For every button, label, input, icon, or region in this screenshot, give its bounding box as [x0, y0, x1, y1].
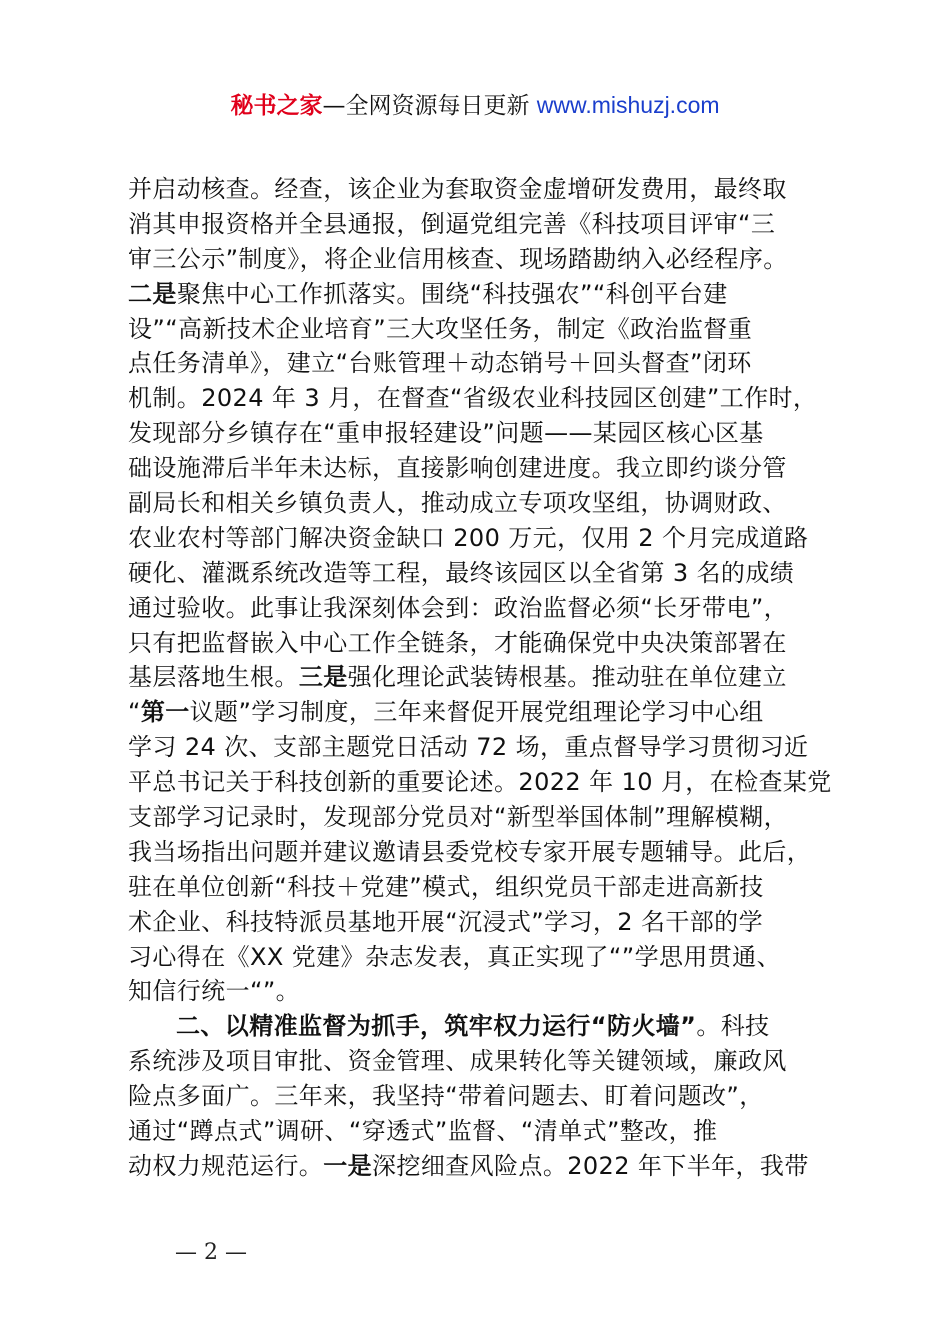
text-run: 通过“蹲点式”调研、“穿透式”监督、“清单式”整改，推 [128, 1117, 718, 1146]
document-body [128, 172, 834, 1184]
text-run: 系统涉及项目审批、资金管理、成果转化等关键领域，廉政风 [128, 1047, 787, 1076]
text-line [128, 416, 834, 451]
text-run: 聚焦中心工作抓落实。围绕“科技强农”“科创平台建 [176, 279, 728, 308]
brand-name: 秘书之家 [230, 93, 323, 119]
text-line [128, 451, 834, 486]
text-run: 消其申报资格并全县通报，倒逼党组完善《科技项目评审“三 [128, 209, 776, 238]
text-run: “ [128, 698, 141, 727]
text-run: 术企业、科技特派员基地开展“沉浸式”学习，2 名干部的学 [128, 907, 763, 936]
header-url[interactable]: www.mishuzj.com [536, 92, 720, 118]
text-line [128, 1149, 834, 1184]
text-run: 议题”学习制度，三年来督促开展党组理论学习中心组 [189, 698, 764, 727]
text-run: 硬化、灌溉系统改造等工程，最终该园区以全省第 3 名的成绩 [128, 558, 795, 587]
text-run: 知信行统一“”。 [128, 977, 301, 1006]
text-line [128, 905, 834, 940]
text-line [128, 486, 834, 521]
text-line [128, 835, 834, 870]
text-run: 发现部分乡镇存在“重申报轻建设”问题——某园区核心区基 [128, 419, 764, 448]
text-line [128, 346, 834, 381]
text-run: 副局长和相关乡镇负责人，推动成立专项攻坚组，协调财政、 [128, 489, 787, 518]
bold-text: 二是 [128, 279, 177, 308]
text-run: 习心得在《XX 党建》杂志发表，真正实现了“”学思用贯通、 [128, 942, 781, 971]
text-line [128, 1009, 834, 1044]
text-run: 我当场指出问题并建议邀请县委党校专家开展专题辅导。此后， [128, 837, 812, 866]
text-line [128, 730, 834, 765]
text-run: 点任务清单》，建立“台账管理＋动态销号＋回头督查”闭环 [128, 349, 752, 378]
text-run: 深挖细查风险点。2022 年下半年，我带 [372, 1151, 809, 1180]
text-line [128, 172, 834, 207]
text-line [128, 1114, 834, 1149]
text-line [128, 800, 834, 835]
text-run: 。科技 [696, 1012, 770, 1041]
text-line [128, 765, 834, 800]
text-line [128, 207, 834, 242]
text-run: 只有把监督嵌入中心工作全链条，才能确保党中央决策部署在 [128, 628, 787, 657]
text-line [128, 591, 834, 626]
text-line [128, 974, 834, 1009]
text-run: 驻在单位创新“科技＋党建”模式，组织党员干部走进高新技 [128, 872, 764, 901]
text-run: 设”“高新技术企业培育”三大攻坚任务，制定《政治监督重 [128, 314, 753, 343]
text-line [128, 521, 834, 556]
text-line [128, 381, 834, 416]
text-line [128, 940, 834, 975]
bold-text: 一是 [323, 1151, 373, 1180]
text-line [128, 277, 834, 312]
text-line [128, 870, 834, 905]
text-line [128, 660, 834, 695]
text-line [128, 556, 834, 591]
text-line [128, 626, 834, 661]
site-header [0, 90, 950, 121]
text-line [128, 1044, 834, 1079]
text-run: 通过验收。此事让我深刻体会到：政治监督必须“长牙带电”， [128, 593, 789, 622]
text-run: 支部学习记录时，发现部分党员对“新型举国体制”理解模糊， [128, 803, 789, 832]
text-run: 险点多面广。三年来，我坚持“带着问题去、盯着问题改”， [128, 1082, 764, 1111]
page-number: — 2 — [175, 1240, 247, 1265]
text-line [128, 242, 834, 277]
text-line [128, 1079, 834, 1114]
text-run: 平总书记关于科技创新的重要论述。2022 年 10 月，在检查某党 [128, 768, 832, 797]
text-run: 机制。2024 年 3 月，在督查“省级农业科技园区创建”工作时， [128, 384, 818, 413]
bold-text: 三是 [298, 663, 348, 692]
text-run: 动权力规范运行。 [128, 1151, 324, 1180]
bold-text: 二、以精准监督为抓手，筑牢权力运行“防火墙” [176, 1012, 697, 1041]
text-run: 学习 24 次、支部主题党日活动 72 场，重点督导学习贯彻习近 [128, 733, 809, 762]
text-run: 并启动核查。经查，该企业为套取资金虚增研发费用，最终取 [128, 175, 787, 203]
text-run: 农业农村等部门解决资金缺口 200 万元，仅用 2 个月完成道路 [128, 523, 809, 552]
header-slogan: —全网资源每日更新 [322, 93, 537, 119]
text-run: 础设施滞后半年未达标，直接影响创建进度。我立即约谈分管 [128, 454, 787, 483]
text-line [128, 695, 834, 730]
text-line [128, 312, 834, 347]
text-run: 基层落地生根。 [128, 663, 299, 692]
text-run: 审三公示”制度》，将企业信用核查、现场踏勘纳入必经程序。 [128, 244, 788, 273]
text-run: 强化理论武装铸根基。推动驻在单位建立 [347, 663, 787, 692]
bold-text: 第一 [140, 698, 190, 727]
